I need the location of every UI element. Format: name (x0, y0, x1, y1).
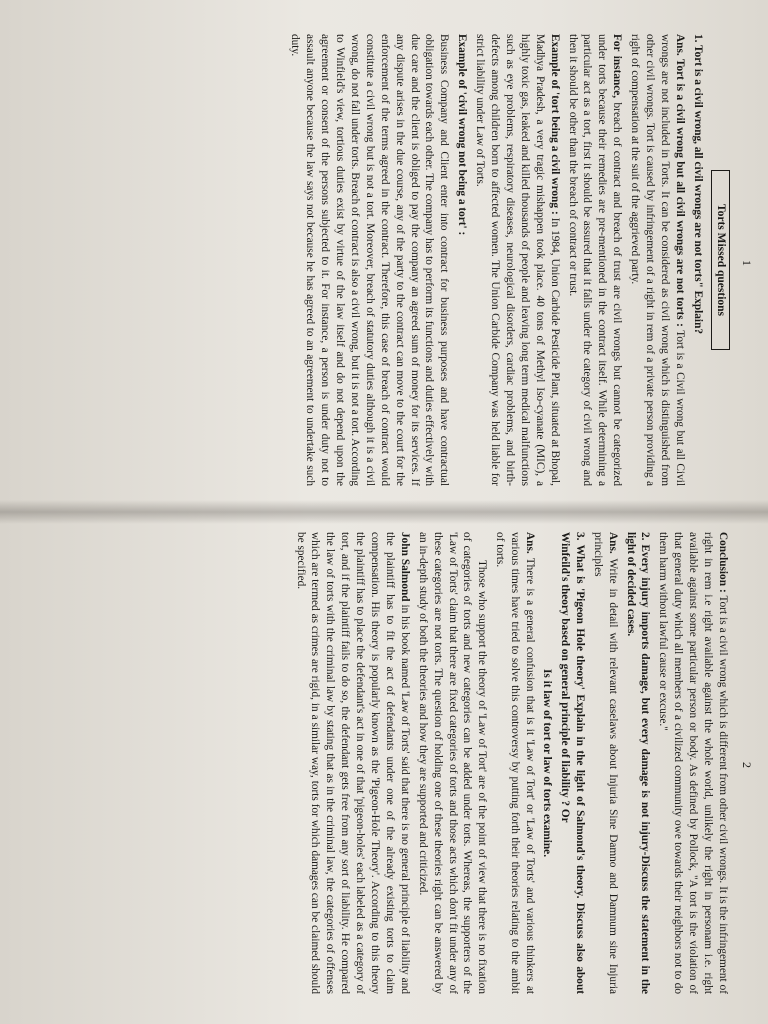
answer-3-text: There is a general confusion that is it 'Law of Tort' or 'Law of Torts' and various thinkers at various times have tried to solve this controversy by putting forth their theories relating to the ambit of torts. (494, 532, 537, 994)
left-page (284, 34, 730, 486)
answer-1-lead: Ans. Tort is a civil wrong but all civil wrongs are not torts : (673, 34, 686, 327)
answer-1-text: Tort is a Civil wrong but all Civil wrongs are not included in Torts. It can be considered as civil wrong which is distinguished from other civil wrongs. Tort is caused by infringement of a right in rem of a private person providing a right of compensation at the suit of the aggrieved party. (629, 34, 686, 486)
salmond-paragraph (293, 532, 412, 994)
instance-paragraph (565, 34, 625, 486)
example-2-heading (454, 34, 469, 486)
question-3: 3. What is 'Pigeon Hole theory' Explain in the light of Salmond's theory. Discuss also about Winfeild's theory based on general principle of liability ? Or (558, 532, 586, 994)
instance-text: breach of contract and breach of trust are civil wrongs but cannot be categorized under torts because their remedies are pre-mentioned in the contract itself. While determining a particular act as a tort, first it should be assured that it falls under the category of civil wrong and then it should be other than the breach of contract or trust. (566, 34, 624, 486)
question-3-subheading: Is it law of tort or law of torts examine. (541, 668, 554, 858)
example-1-lead: Example of 'tort being a civil wrong : (548, 34, 561, 215)
answer-3 (492, 532, 537, 994)
question-1: 1. Tort is a civil wrong, all civil wrongs are not torts" Explain? (691, 34, 704, 335)
example-2-text: Business Company and Client enter into contract for business purposes and have contractual obligation towards each other. The company has to perform its functions and duties effectively with due care and the client is obliged to pay the company an agreed sum of money for its services. If any dispute arises in the due course, any of the party to the contract can move to the court for the enforcement of the terms agreed in the contract. Therefore, this case of breach of contract would constitute a civil wrong but is not a tort. Moreover, breach of statutory duties although it is a civil wrong, do not fall under torts. Breach of contract is also a civil wrong, but it is not a tort. According to Winfield's view, tortious duties exist by virtue of the law itself and do not depend upon the agreement or consent of the persons subjected to it. For instance, a person is under duty not to assault anyone because the law says not because he has agreed to an agreement to undertake such duty. (289, 34, 451, 486)
answer-1 (627, 34, 687, 486)
question-2: 2. Every injury imports damage, but every damage is not injury-Discuss the statement in the light of decided cases. (624, 532, 652, 994)
conclusion-paragraph (655, 532, 730, 994)
conclusion-lead: Conclusion : (717, 532, 729, 593)
page-number-1: 1 (740, 260, 754, 266)
example-1-text: In 1984, Union Carbide Pesticide Plant, situated at Bhopal, Madhya Pradesh, a very tragic mishappen took place. 40 tons of Methyl Iso-cyanate (MIC), a highly toxic gas, leaked and killed thousands of people and leaving long term medical malfunctions such as eye problems, respiratory diseases, neurological disorders, cardiac problems, and birth-defects among children born to affected women. The Union Carbide Company was held liable for strict liability under Law of Torts. (474, 34, 561, 486)
instance-lead: For instance, (611, 34, 624, 99)
page-heading: Torts Missed questions (711, 170, 730, 350)
answer-2 (590, 532, 620, 994)
book-fold (0, 500, 768, 524)
salmond-lead: John Salmond (398, 532, 411, 602)
salmond-text: in his book named 'Law of Torts' said that there is no general principle of liability and the plaintiff has to fit the act of defendants under one of the already existing torts to claim compensation. His theory is popularly known as the 'Pigeon-Hole Theory'. According to this theory the plaintiff has to place the defendant's act in one of that 'pigeon-holes' each labeled as a category of tort, and if the plaintiff fails to do so, the defendant gets free from any sort of liability. He compared the law of torts with the criminal law by stating that as in the criminal law, the categories of offenses which are termed as crimes are rigid, in a similar way, torts for which damages can be claimed should be specified. (294, 532, 411, 994)
answer-2-text: Write in detail with relevant caselaws about Injuria Sine Damno and Damnum sine Injuria principles (591, 532, 619, 994)
conclusion-text: Tort is a civil wrong which is different from other civil wrongs. It is the infringement of right in rem i.e right available against the whole world, unlikely the right in personam i.e. right available against some particular person or body. As defined by Pollock, "A tort is the violation of that general duty which all members of a civilized community owe towards their neighbors not to do them harm without lawful cause or excuse." (657, 532, 729, 995)
answer-2-lead: Ans. (606, 532, 619, 554)
answer-3-lead: Ans. (524, 532, 537, 554)
theories-paragraph: Those who support the theory of 'Law of Tort' are of the point of view that there is no fixation of categories of torts and new categories can be added under torts. Whereas, the supporters of the 'Law of Torts' claim that there are fixed categories of torts and those acts which don't fit under any of these categories are not torts. The question of holding one of these theories right can be answered by an in-depth study of both the theories and how they are supported and criticized. (416, 532, 489, 994)
example-1-paragraph (472, 34, 561, 486)
right-page (290, 532, 730, 994)
page-number-2: 2 (740, 762, 754, 768)
example-2-lead: Example of 'civil wrong not being a tort' : (456, 34, 469, 236)
